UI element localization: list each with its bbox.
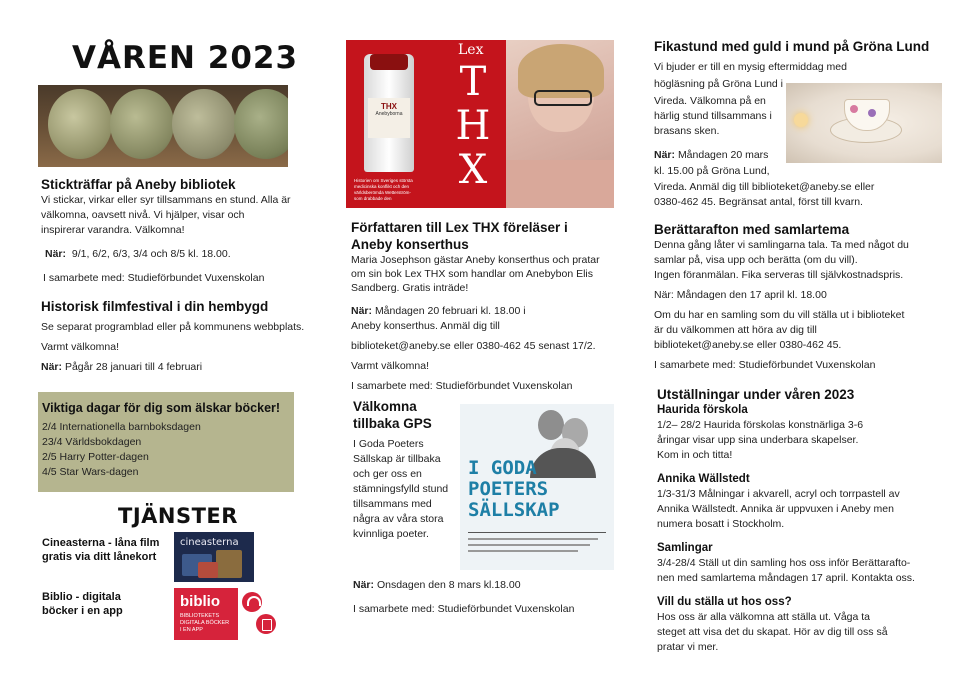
ebook-icon	[256, 614, 276, 634]
book-day-item: 2/4 Internationella barnboksdagen	[42, 421, 201, 433]
story-text-2: är du välkommen att höra av dig till	[654, 324, 817, 336]
story-text: samlar på, visa upp och berätta (om du vill).	[654, 254, 858, 266]
film-text-2: Varmt välkomna!	[41, 341, 119, 353]
story-text-2: biblioteket@aneby.se eller 0380-462 45.	[654, 339, 842, 351]
fika-text: högläsning på Gröna Lund i	[654, 78, 784, 90]
collections-text: nen med samlartema måndagen 17 april. Kontakta oss.	[657, 572, 915, 584]
biblio-line: Biblio - digitala	[42, 591, 121, 603]
exhibitions-heading: Utställningar under våren 2023	[657, 387, 855, 402]
gps-section	[353, 398, 459, 542]
gps-coop: I samarbete med: Studieförbundet Vuxenskolan	[353, 603, 575, 615]
lex-text-1: Maria Josephson gästar Aneby konserthus och pratar	[351, 254, 600, 266]
story-text: Ingen föranmälan. Fika serveras till självkostnadspris.	[654, 269, 904, 281]
gps-when-label: När:	[353, 579, 375, 591]
headphones-icon	[242, 592, 262, 612]
film-text-1: Se separat programblad eller på kommunens webbplats.	[41, 321, 305, 333]
fika-when-line: Vireda. Anmäl dig till biblioteket@aneby.se eller	[654, 181, 875, 193]
lex-thx-image	[346, 40, 614, 208]
knitting-when-value: 9/1, 6/2, 6/3, 3/4 och 8/5 kl. 18.00.	[71, 248, 231, 260]
story-heading: Berättarafton med samlartema	[654, 222, 850, 237]
gps-text: Sällskap är tillbaka	[353, 453, 441, 465]
lex-text-3: Sandberg. Gratis inträde!	[351, 282, 469, 294]
lex-when: När: Måndagen 20 februari kl. 18.00 i	[351, 305, 526, 317]
book-day-item: 4/5 Star Wars-dagen	[42, 466, 139, 478]
fika-when: När: Måndagen 20 mars	[654, 149, 769, 161]
cineasterna-logo-text: cineasterna	[180, 537, 239, 548]
vial-illustration	[364, 54, 414, 172]
fika-when-line: kl. 15.00 på Gröna Lund,	[654, 165, 770, 177]
knitting-text-2: välkomna, oavsett nivå. Vi hjälper, visar och	[41, 209, 245, 221]
lex-when-line: biblioteket@aneby.se eller 0380-462 45 senast 17/2.	[351, 340, 596, 352]
gps-text: några av våra stora	[353, 513, 444, 525]
lex-when-line: Aneby konserthus. Anmäl dig till	[351, 320, 500, 332]
author-photo	[506, 40, 614, 208]
gps-details	[353, 578, 615, 617]
cineasterna-text	[42, 536, 159, 564]
lex-caption: Historien om Sveriges största medicinska konflikt och den världsberömda Wetterström- som drabbade den	[354, 178, 413, 201]
biblio-logo-subtitle: BIBLIOTEKETS DIGITALA BÖCKER I EN APP	[180, 613, 230, 633]
collections-heading: Samlingar	[657, 542, 713, 554]
fika-when-label: När:	[654, 149, 676, 161]
biblio-logo[interactable]	[174, 588, 238, 640]
exhibitions-section	[657, 386, 947, 655]
exhibit-invite-text: Hos oss är alla välkomna att ställa ut. Våga ta	[657, 611, 871, 623]
book-days-heading: Viktiga dagar för dig som älskar böcker!	[42, 401, 281, 415]
knitting-section	[41, 176, 306, 286]
film-when	[41, 360, 306, 375]
story-text-2: Om du har en samling som du vill ställa ut i biblioteket	[654, 309, 905, 321]
fika-text: brasans sken.	[654, 125, 720, 137]
story-section	[654, 221, 944, 373]
book-day-item: 2/5 Harry Potter-dagen	[42, 451, 149, 463]
knitting-text-3: inspirerar varandra. Välkomna!	[41, 224, 185, 236]
gps-text: tillsammans med	[353, 498, 432, 510]
lex-heading-1: Författaren till Lex THX föreläser i	[351, 220, 568, 235]
collections-text: 3/4-28/4 Ställ ut din samling hos oss inför Berättarafto-	[657, 557, 911, 569]
book-day-item: 23/4 Världsbokdagen	[42, 436, 142, 448]
annika-text: numera bosatt i Stockholm.	[657, 518, 785, 530]
haurida-text: 1/2– 28/2 Haurida förskolas konstnärliga 3-6	[657, 419, 864, 431]
services-heading: TJÄNSTER	[118, 504, 238, 528]
biblio-logo-text: biblio	[180, 593, 220, 610]
lex-text-2: om sin bok Lex THX som handlar om Anebybon Elis	[351, 268, 594, 280]
annika-text: Annika Wällstedt. Annika är uppvuxen i Aneby men	[657, 503, 894, 515]
knitting-coop: I samarbete med: Studieförbundet Vuxenskolan	[43, 272, 265, 284]
biblio-text	[42, 590, 123, 618]
film-when-label: När:	[41, 361, 63, 373]
lex-word: Lex	[458, 42, 484, 58]
gps-text: I Goda Poeters	[353, 438, 424, 450]
lex-coop: I samarbete med: Studieförbundet Vuxenskolan	[351, 380, 573, 392]
story-when: När: Måndagen den 17 april kl. 18.00	[654, 289, 827, 301]
vial-label: THX	[381, 102, 397, 111]
knitting-heading: Stickträffar på Aneby bibliotek	[41, 177, 236, 192]
knitting-when-label: När:	[45, 248, 67, 260]
page-title: VÅREN 2023	[72, 40, 299, 76]
story-text: Denna gång låter vi samlingarna tala. Ta med något du	[654, 239, 909, 251]
book-days-box	[38, 392, 294, 492]
fika-text: Vi bjuder er till en mysig eftermiddag med	[654, 61, 847, 73]
gps-when: När: Onsdagen den 8 mars kl.18.00	[353, 579, 521, 591]
film-section	[41, 298, 306, 375]
knitting-when	[41, 247, 306, 262]
gps-text: och ger oss en	[353, 468, 422, 480]
thx-letters: T H X	[455, 59, 491, 193]
fika-text: Vireda. Välkomna på en	[654, 95, 766, 107]
yarn-image	[38, 85, 288, 167]
fika-when-line: 0380-462 45. Begränsat antal, först till kvarn.	[654, 196, 863, 208]
gps-text: kvinnliga poeter.	[353, 528, 429, 540]
cineasterna-line: gratis via ditt lånekort	[42, 551, 157, 563]
cineasterna-line: Cineasterna - låna film	[42, 537, 160, 549]
poets-image	[460, 404, 614, 570]
cineasterna-logo[interactable]	[174, 532, 254, 582]
gps-heading-1: Välkomna	[353, 399, 417, 414]
lex-when-label: När:	[351, 305, 373, 317]
lex-heading-2: Aneby konserthus	[351, 237, 469, 252]
teacup-image	[786, 83, 942, 163]
story-coop: I samarbete med: Studieförbundet Vuxenskolan	[654, 359, 876, 371]
gps-heading-2: tillbaka GPS	[353, 416, 432, 431]
lex-welcome: Varmt välkomna!	[351, 360, 429, 372]
knitting-text-1: Vi stickar, virkar eller syr tillsammans en stund. Alla är	[41, 194, 291, 206]
annika-text: 1/3-31/3 Målningar i akvarell, acryl och torrpastell av	[657, 488, 900, 500]
exhibit-invite-text: pratar vi mer.	[657, 641, 719, 653]
exhibit-invite-heading: Vill du ställa ut hos oss?	[657, 596, 792, 608]
poets-image-title: I GODA POETERS SÄLLSKAP	[468, 457, 560, 521]
gps-text: stämningsfylld stund	[353, 483, 449, 495]
fika-text: härlig stund tillsammans i	[654, 110, 772, 122]
film-heading: Historisk filmfestival i din hembygd	[41, 299, 269, 314]
fika-heading: Fikastund med guld i mund på Gröna Lund	[654, 39, 930, 54]
annika-heading: Annika Wällstedt	[657, 473, 750, 485]
film-when-value: Pågår 28 januari till 4 februari	[64, 361, 203, 373]
biblio-line: böcker i en app	[42, 605, 123, 617]
haurida-text: åringar visar upp sina underbara skapelser.	[657, 434, 859, 446]
vial-sub: Anebyborna	[375, 111, 403, 117]
exhibit-invite-text: steget att visa det du skapat. Hör av dig till oss så	[657, 626, 888, 638]
haurida-text: Kom in och titta!	[657, 449, 733, 461]
lex-section	[351, 219, 613, 394]
haurida-heading: Haurida förskola	[657, 404, 748, 416]
